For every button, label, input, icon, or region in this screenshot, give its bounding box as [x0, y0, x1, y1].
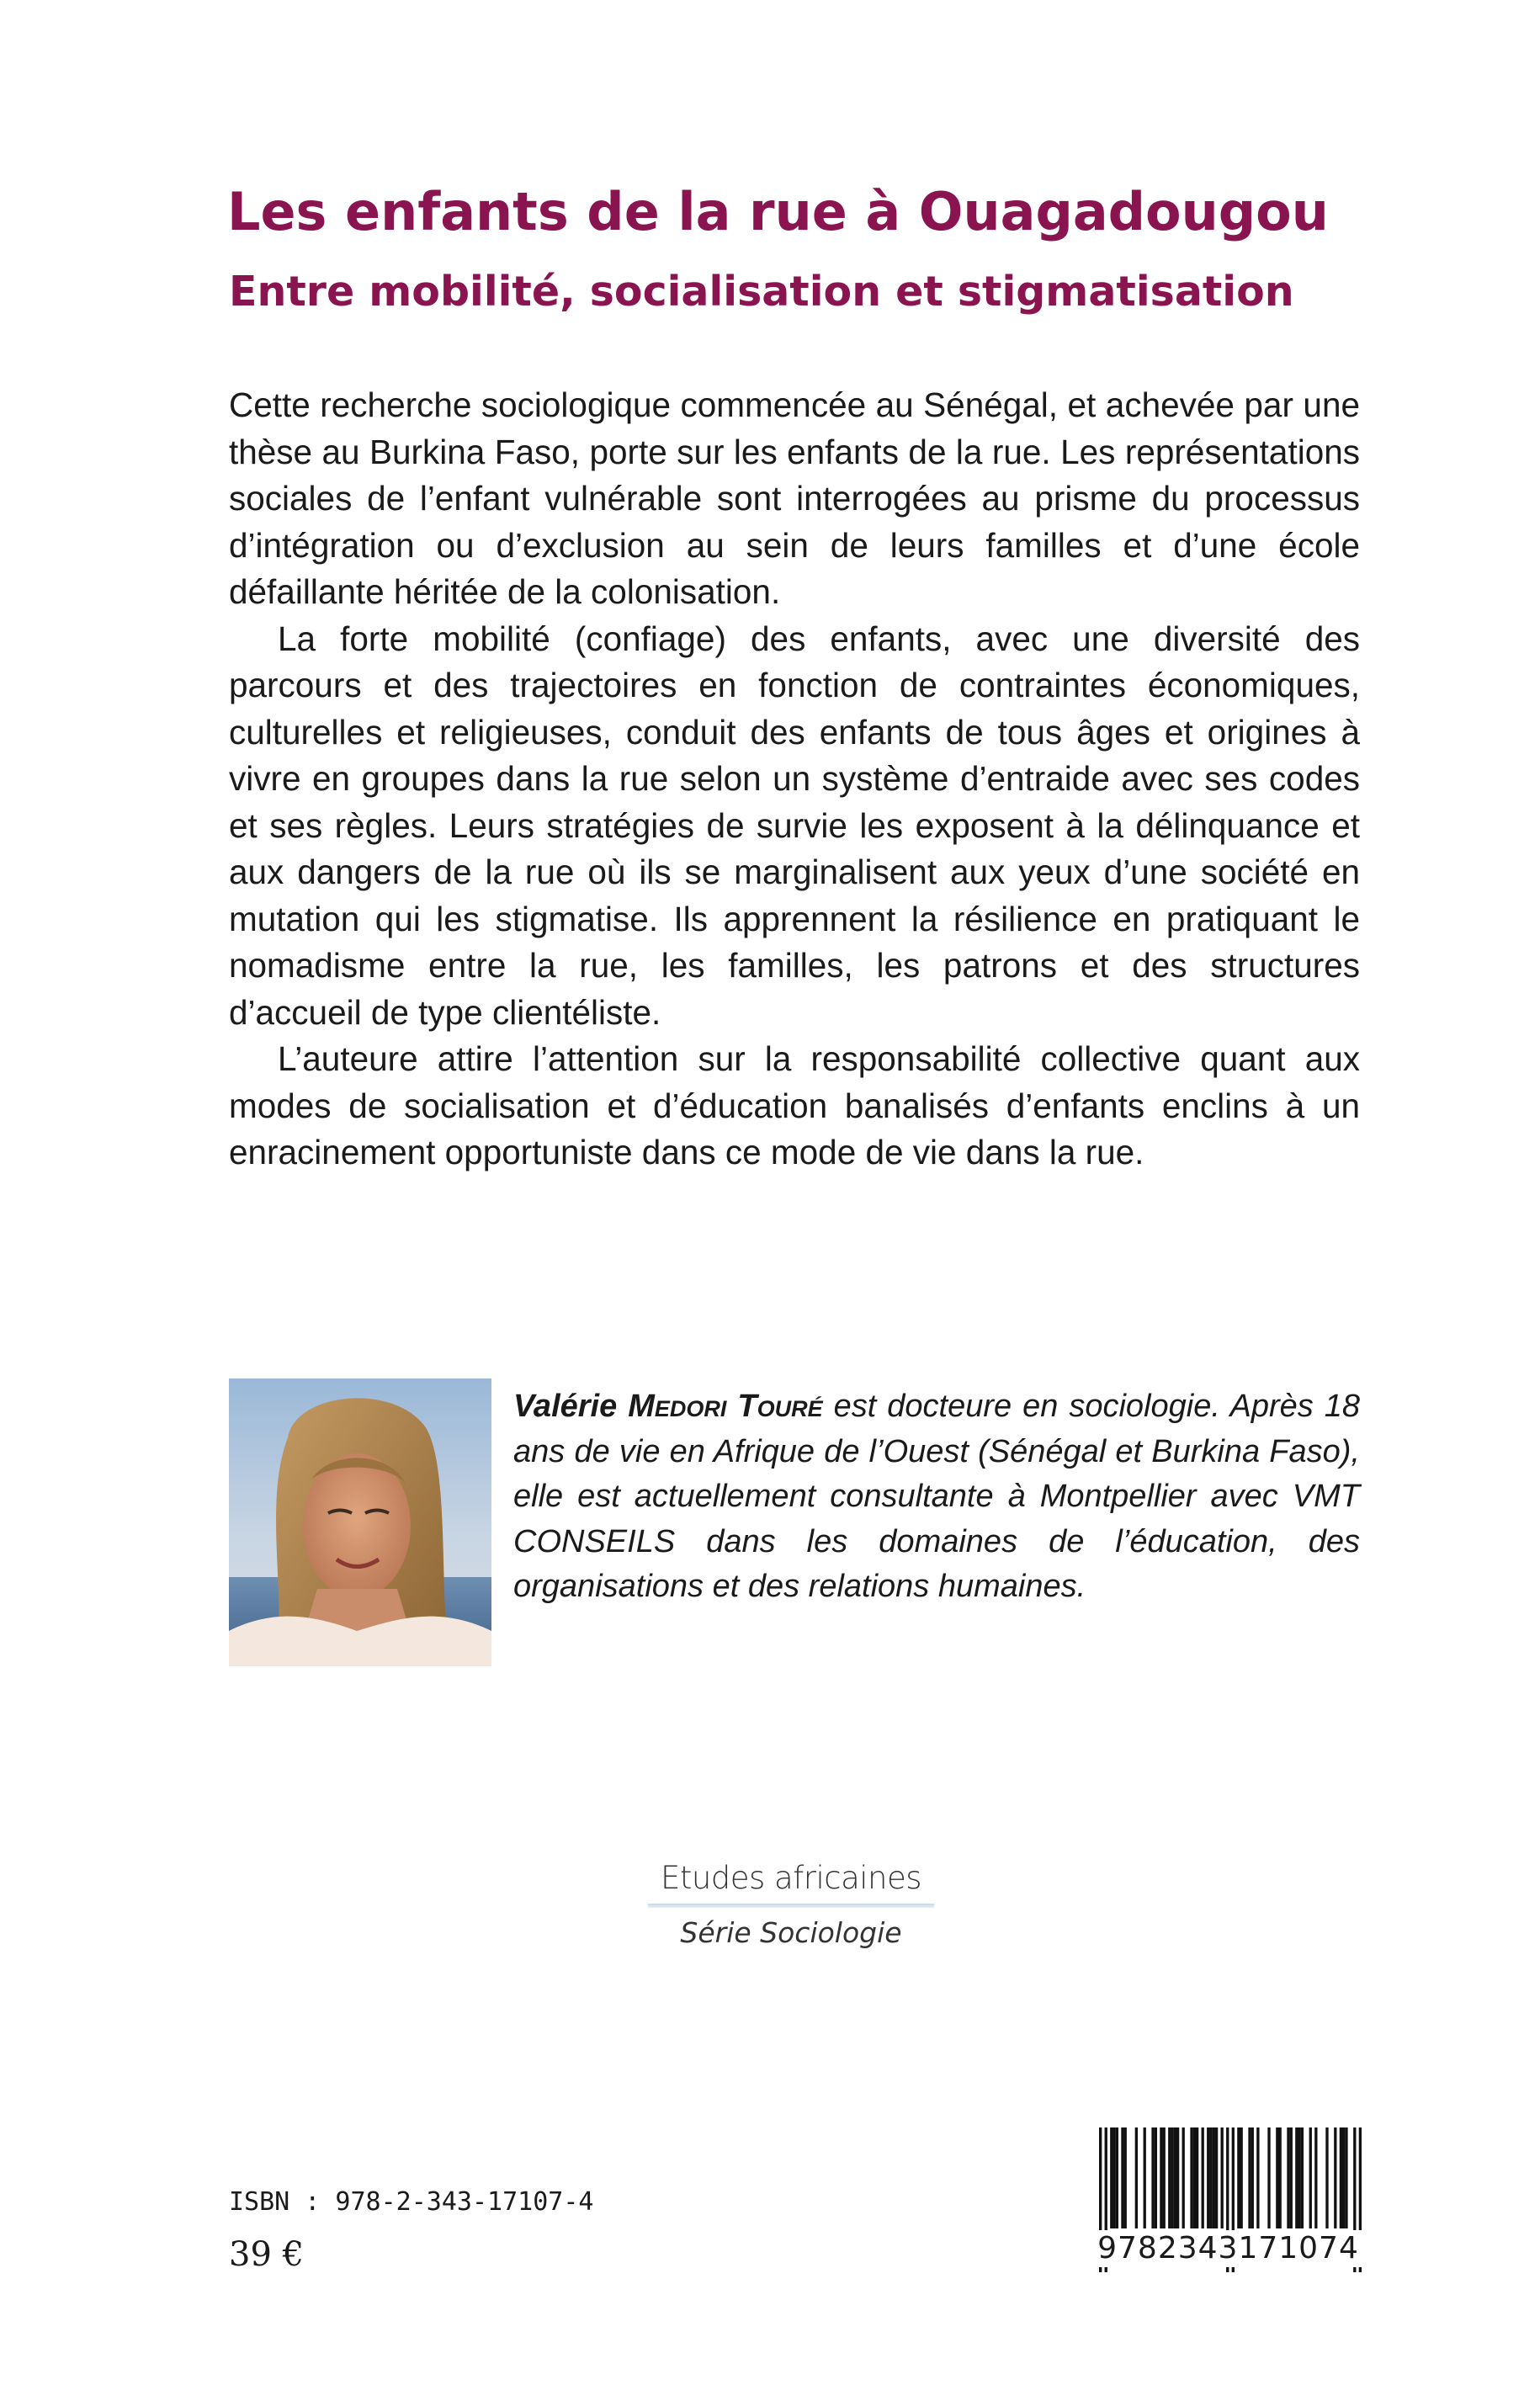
author-first-name: Valérie [513, 1389, 618, 1424]
barcode-bar [1334, 2127, 1336, 2228]
barcode-bar [1193, 2127, 1196, 2228]
barcode-bar [1314, 2127, 1317, 2228]
barcode-bar [1240, 2127, 1242, 2228]
barcode-bar [1171, 2127, 1173, 2228]
barcode-bar [1124, 2127, 1127, 2228]
barcode-bar [1182, 2127, 1185, 2228]
barcode-bar [1135, 2127, 1138, 2228]
barcode-bar [1207, 2127, 1209, 2228]
barcode-bar [1196, 2127, 1198, 2228]
barcode-bar [1276, 2127, 1278, 2228]
collection-name: Etudes africaines [660, 1860, 922, 1896]
blurb-paragraph: La forte mobilité (confiage) des enfants, avec une diversité des parcours et des trajectoires en fonction de contraintes économiques, culturelles et religieuses, conduit des enfants de tous âges et origines à vivre en groupes dans la rue selon un système d’entraide avec ses codes et ses règles. Leurs stratégies de survie les exposent à la délinquance et aux dangers de la rue où ils se marginalisent aux yeux d’une société en mutation qui les stigmatise. Ils apprennent la résilience en pratiquant le nomadisme entre la rue, les familles, les patrons et des structures d’accueil de type clientéliste. [229, 619, 1360, 1032]
barcode-bar [1121, 2127, 1123, 2228]
author-bio-text: est docteure en sociologie. Après 18 ans de vie en Afrique de l’Ouest (Sénégal et Burkina Faso), elle est actuellement consultante à Montpellier avec VMT CONSEILS dans les domaines de l’éducation, des organisations et des relations humaines. [513, 1389, 1360, 1604]
barcode-bar [1290, 2127, 1293, 2228]
barcode-bar [1221, 2127, 1224, 2228]
barcode-bar [1209, 2127, 1212, 2228]
barcode-bar [1295, 2127, 1298, 2228]
barcode-bar [1345, 2127, 1347, 2228]
barcode-bar [1248, 2127, 1251, 2228]
barcode-bar [1278, 2127, 1281, 2228]
barcode-bar [1309, 2127, 1312, 2228]
barcode-bar [1168, 2127, 1171, 2228]
barcode-bar [1155, 2127, 1157, 2228]
author-last-name: Medori Touré [628, 1389, 823, 1424]
blurb-paragraph: Cette recherche sociologique commencée au Sénégal, et achevée par une thèse au Burkina Faso, porte sur les enfants de la rue. Les représentations sociales de l’enfant vulnérable sont interrogées au prisme du processus d’intégration ou d’exclusion au sein de leurs familles et d’une école défaillante héritée de la colonisation. [229, 385, 1360, 611]
collection-divider [648, 1904, 934, 1908]
barcode-bar [1190, 2127, 1192, 2228]
barcode-bar [1342, 2127, 1345, 2228]
barcode-bar [1325, 2127, 1328, 2228]
barcode-bar [1110, 2127, 1113, 2228]
barcode-bar [1116, 2127, 1118, 2228]
barcode-bar [1251, 2127, 1254, 2228]
price: 39 € [229, 2235, 305, 2274]
barcode-bar [1267, 2127, 1270, 2228]
barcode-bar [1151, 2127, 1154, 2228]
back-cover-blurb [229, 382, 1360, 1177]
barcode-bar [1176, 2127, 1179, 2228]
barcode-bar [1163, 2127, 1166, 2228]
book-title: Les enfants de la rue à Ouagadougou [227, 181, 1329, 242]
collection-logo [648, 1856, 934, 1952]
isbn-number: ISBN : 978-2-343-17107-4 [229, 2187, 594, 2217]
barcode-bar [1215, 2127, 1218, 2228]
collection-series: Série Sociologie [680, 1916, 902, 1949]
barcode-bar [1174, 2127, 1176, 2228]
blurb-paragraph: L’auteure attire l’attention sur la responsabilité collective quant aux modes de socialisation et d’éducation banalisés d’enfants enclins à un enracinement opportuniste dans ce mode de vie dans la rue. [229, 1039, 1360, 1171]
barcode-bar [1340, 2127, 1342, 2228]
barcode-bar [1213, 2127, 1215, 2228]
barcode-bar [1256, 2127, 1259, 2228]
barcode-bar [1160, 2127, 1162, 2228]
barcode-bar [1301, 2127, 1304, 2228]
barcode-bar [1144, 2127, 1146, 2228]
author-bio [513, 1384, 1360, 1610]
barcode-bar [1237, 2127, 1240, 2228]
barcode-bar [1287, 2127, 1289, 2228]
book-subtitle: Entre mobilité, socialisation et stigmatisation [229, 268, 1294, 316]
barcode-bar [1298, 2127, 1300, 2228]
barcode-bar [1113, 2127, 1115, 2228]
barcode-digits: 9782343171074 [1091, 2230, 1365, 2267]
author-photo [229, 1378, 491, 1666]
barcode-bar [1202, 2127, 1204, 2228]
